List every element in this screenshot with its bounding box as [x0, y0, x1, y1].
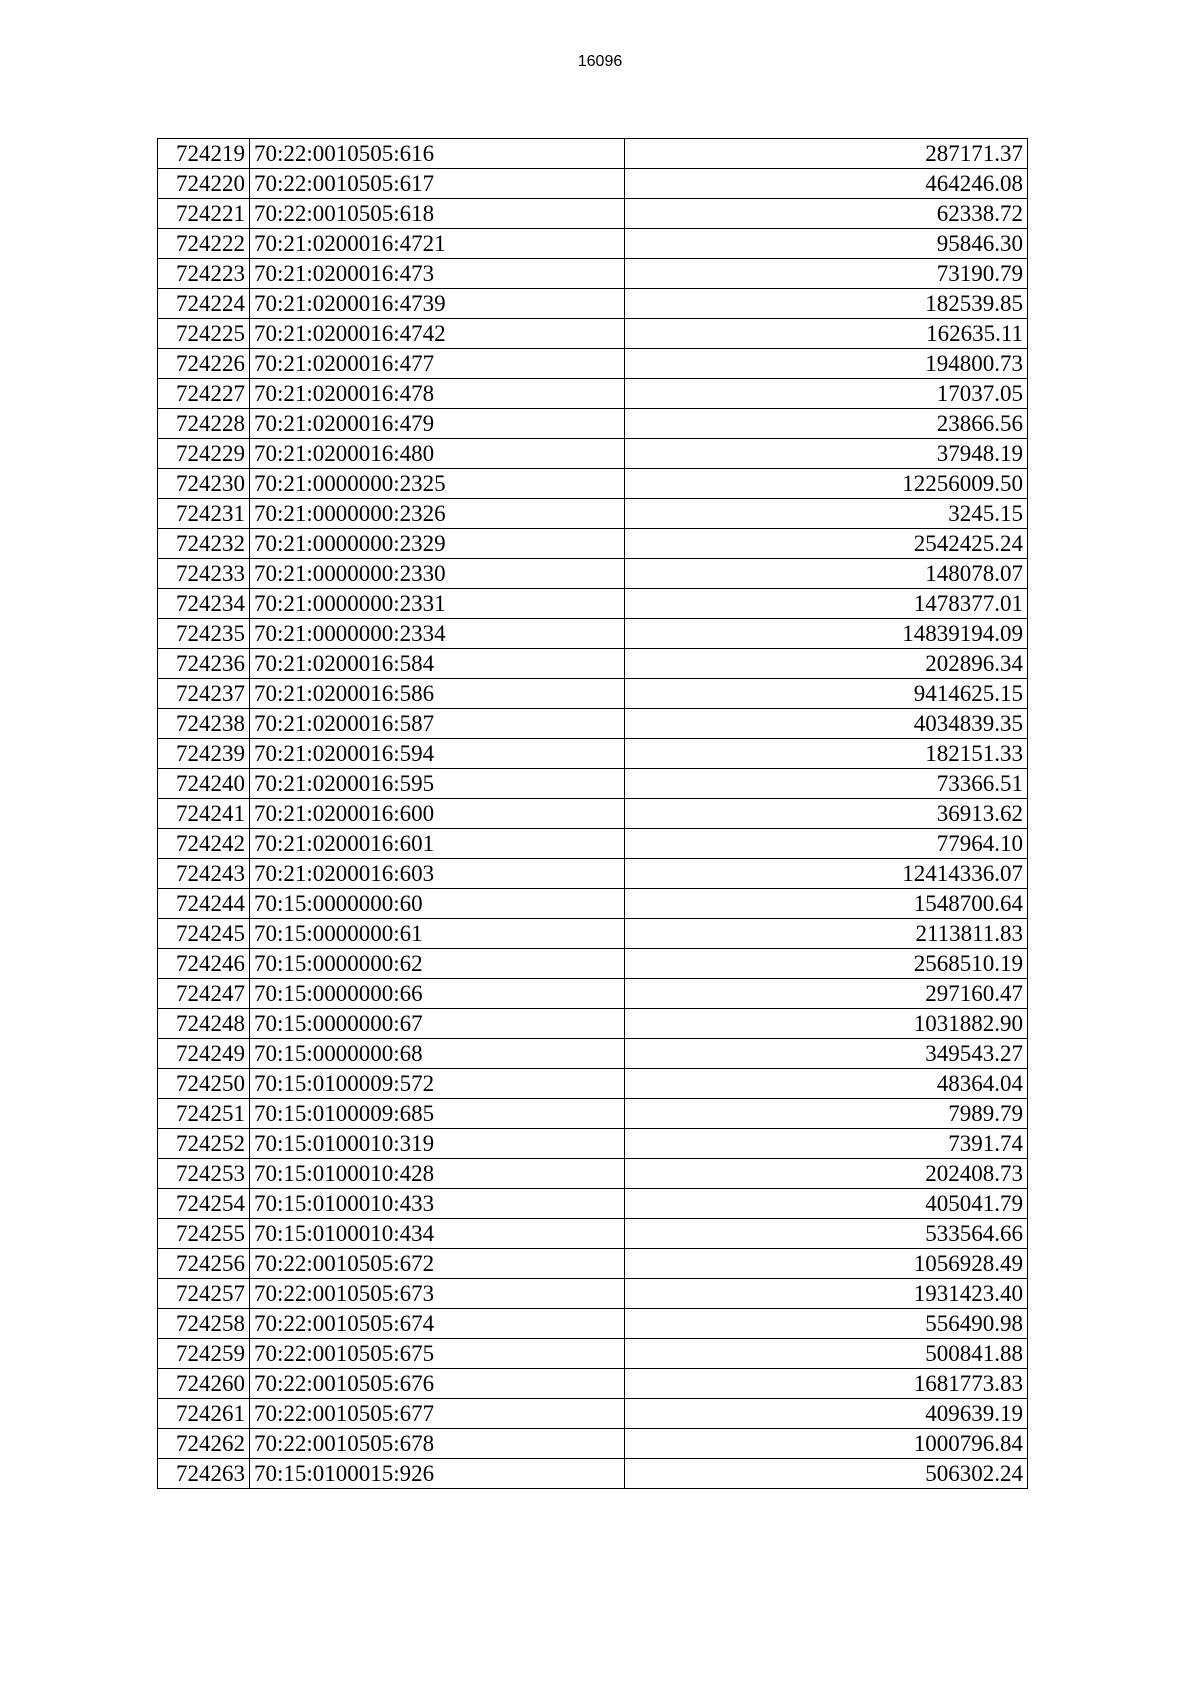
row-number-cell: 724244 [158, 889, 250, 919]
cadastral-value-cell: 349543.27 [625, 1039, 1028, 1069]
table-row [158, 619, 1028, 649]
cadastral-number-cell: 70:21:0200016:587 [250, 709, 625, 739]
table-row [158, 1159, 1028, 1189]
table-row [158, 439, 1028, 469]
cadastral-number-cell: 70:15:0000000:67 [250, 1009, 625, 1039]
table-row [158, 169, 1028, 199]
row-number-cell: 724246 [158, 949, 250, 979]
table-row [158, 859, 1028, 889]
cadastral-number-cell: 70:22:0010505:675 [250, 1339, 625, 1369]
table-row [158, 1129, 1028, 1159]
table-row [158, 469, 1028, 499]
table-row [158, 829, 1028, 859]
table-row [158, 199, 1028, 229]
cadastral-number-cell: 70:21:0200016:473 [250, 259, 625, 289]
table-row [158, 979, 1028, 1009]
cadastral-number-cell: 70:21:0000000:2329 [250, 529, 625, 559]
cadastral-value-cell: 9414625.15 [625, 679, 1028, 709]
row-number-cell: 724239 [158, 739, 250, 769]
cadastral-number-cell: 70:22:0010505:673 [250, 1279, 625, 1309]
cadastral-number-cell: 70:21:0000000:2334 [250, 619, 625, 649]
row-number-cell: 724219 [158, 139, 250, 169]
row-number-cell: 724245 [158, 919, 250, 949]
cadastral-number-cell: 70:21:0200016:603 [250, 859, 625, 889]
table-row [158, 139, 1028, 169]
table-row [158, 499, 1028, 529]
table-row [158, 739, 1028, 769]
cadastral-number-cell: 70:15:0100015:926 [250, 1459, 625, 1489]
row-number-cell: 724237 [158, 679, 250, 709]
cadastral-value-cell: 2542425.24 [625, 529, 1028, 559]
cadastral-value-cell: 12414336.07 [625, 859, 1028, 889]
cadastral-value-cell: 62338.72 [625, 199, 1028, 229]
cadastral-value-cell: 48364.04 [625, 1069, 1028, 1099]
cadastral-value-cell: 162635.11 [625, 319, 1028, 349]
cadastral-value-cell: 2568510.19 [625, 949, 1028, 979]
cadastral-value-cell: 37948.19 [625, 439, 1028, 469]
cadastral-value-table [157, 138, 1028, 1489]
row-number-cell: 724242 [158, 829, 250, 859]
table-row [158, 319, 1028, 349]
cadastral-value-cell: 182151.33 [625, 739, 1028, 769]
page-number: 16096 [577, 53, 623, 70]
cadastral-number-cell: 70:15:0100010:433 [250, 1189, 625, 1219]
cadastral-number-cell: 70:22:0010505:618 [250, 199, 625, 229]
cadastral-value-cell: 2113811.83 [625, 919, 1028, 949]
cadastral-number-cell: 70:21:0200016:478 [250, 379, 625, 409]
row-number-cell: 724258 [158, 1309, 250, 1339]
cadastral-value-cell: 297160.47 [625, 979, 1028, 1009]
cadastral-number-cell: 70:15:0100010:428 [250, 1159, 625, 1189]
cadastral-value-cell: 73366.51 [625, 769, 1028, 799]
row-number-cell: 724238 [158, 709, 250, 739]
row-number-cell: 724234 [158, 589, 250, 619]
table-row [158, 379, 1028, 409]
table-row [158, 1069, 1028, 1099]
row-number-cell: 724250 [158, 1069, 250, 1099]
table-row [158, 559, 1028, 589]
row-number-cell: 724255 [158, 1219, 250, 1249]
row-number-cell: 724230 [158, 469, 250, 499]
cadastral-value-cell: 7989.79 [625, 1099, 1028, 1129]
table-row [158, 1249, 1028, 1279]
row-number-cell: 724253 [158, 1159, 250, 1189]
cadastral-value-cell: 506302.24 [625, 1459, 1028, 1489]
cadastral-number-cell: 70:15:0100009:685 [250, 1099, 625, 1129]
row-number-cell: 724243 [158, 859, 250, 889]
table-row [158, 1009, 1028, 1039]
table-row [158, 769, 1028, 799]
cadastral-value-cell: 1681773.83 [625, 1369, 1028, 1399]
cadastral-value-cell: 194800.73 [625, 349, 1028, 379]
cadastral-number-cell: 70:22:0010505:674 [250, 1309, 625, 1339]
cadastral-value-cell: 405041.79 [625, 1189, 1028, 1219]
cadastral-value-cell: 202896.34 [625, 649, 1028, 679]
cadastral-value-cell: 533564.66 [625, 1219, 1028, 1249]
row-number-cell: 724222 [158, 229, 250, 259]
cadastral-value-cell: 73190.79 [625, 259, 1028, 289]
row-number-cell: 724233 [158, 559, 250, 589]
cadastral-value-cell: 7391.74 [625, 1129, 1028, 1159]
row-number-cell: 724235 [158, 619, 250, 649]
cadastral-number-cell: 70:21:0200016:477 [250, 349, 625, 379]
cadastral-value-cell: 3245.15 [625, 499, 1028, 529]
cadastral-value-cell: 95846.30 [625, 229, 1028, 259]
cadastral-value-cell: 500841.88 [625, 1339, 1028, 1369]
table-row [158, 1399, 1028, 1429]
cadastral-number-cell: 70:15:0100010:319 [250, 1129, 625, 1159]
row-number-cell: 724252 [158, 1129, 250, 1159]
row-number-cell: 724249 [158, 1039, 250, 1069]
row-number-cell: 724228 [158, 409, 250, 439]
table-row [158, 589, 1028, 619]
cadastral-value-cell: 1031882.90 [625, 1009, 1028, 1039]
row-number-cell: 724241 [158, 799, 250, 829]
row-number-cell: 724226 [158, 349, 250, 379]
cadastral-value-cell: 202408.73 [625, 1159, 1028, 1189]
cadastral-value-cell: 77964.10 [625, 829, 1028, 859]
cadastral-value-cell: 1056928.49 [625, 1249, 1028, 1279]
row-number-cell: 724223 [158, 259, 250, 289]
cadastral-value-cell: 409639.19 [625, 1399, 1028, 1429]
cadastral-number-cell: 70:15:0100010:434 [250, 1219, 625, 1249]
cadastral-value-cell: 14839194.09 [625, 619, 1028, 649]
table-row [158, 259, 1028, 289]
table-row [158, 229, 1028, 259]
cadastral-number-cell: 70:22:0010505:677 [250, 1399, 625, 1429]
cadastral-number-cell: 70:21:0200016:480 [250, 439, 625, 469]
cadastral-number-cell: 70:15:0000000:61 [250, 919, 625, 949]
cadastral-number-cell: 70:21:0200016:600 [250, 799, 625, 829]
cadastral-number-cell: 70:22:0010505:676 [250, 1369, 625, 1399]
table-row [158, 709, 1028, 739]
row-number-cell: 724240 [158, 769, 250, 799]
cadastral-value-cell: 556490.98 [625, 1309, 1028, 1339]
cadastral-value-cell: 287171.37 [625, 139, 1028, 169]
cadastral-number-cell: 70:21:0200016:586 [250, 679, 625, 709]
table-row [158, 1099, 1028, 1129]
cadastral-number-cell: 70:21:0200016:595 [250, 769, 625, 799]
cadastral-number-cell: 70:21:0200016:601 [250, 829, 625, 859]
cadastral-number-cell: 70:21:0000000:2325 [250, 469, 625, 499]
table-row [158, 1339, 1028, 1369]
table-row [158, 919, 1028, 949]
cadastral-number-cell: 70:15:0000000:68 [250, 1039, 625, 1069]
cadastral-number-cell: 70:15:0000000:62 [250, 949, 625, 979]
table-row [158, 1219, 1028, 1249]
cadastral-number-cell: 70:22:0010505:678 [250, 1429, 625, 1459]
row-number-cell: 724221 [158, 199, 250, 229]
row-number-cell: 724232 [158, 529, 250, 559]
cadastral-number-cell: 70:22:0010505:672 [250, 1249, 625, 1279]
table-row [158, 349, 1028, 379]
row-number-cell: 724225 [158, 319, 250, 349]
row-number-cell: 724257 [158, 1279, 250, 1309]
cadastral-number-cell: 70:21:0000000:2326 [250, 499, 625, 529]
table-row [158, 1369, 1028, 1399]
row-number-cell: 724261 [158, 1399, 250, 1429]
cadastral-value-cell: 464246.08 [625, 169, 1028, 199]
table-row [158, 1039, 1028, 1069]
table-row [158, 529, 1028, 559]
cadastral-value-cell: 17037.05 [625, 379, 1028, 409]
cadastral-value-cell: 12256009.50 [625, 469, 1028, 499]
cadastral-number-cell: 70:21:0200016:4721 [250, 229, 625, 259]
cadastral-value-cell: 182539.85 [625, 289, 1028, 319]
table-row [158, 289, 1028, 319]
cadastral-value-cell: 36913.62 [625, 799, 1028, 829]
row-number-cell: 724248 [158, 1009, 250, 1039]
cadastral-value-cell: 4034839.35 [625, 709, 1028, 739]
table-row [158, 949, 1028, 979]
row-number-cell: 724220 [158, 169, 250, 199]
row-number-cell: 724231 [158, 499, 250, 529]
cadastral-number-cell: 70:21:0200016:4742 [250, 319, 625, 349]
cadastral-number-cell: 70:21:0200016:479 [250, 409, 625, 439]
row-number-cell: 724260 [158, 1369, 250, 1399]
cadastral-number-cell: 70:22:0010505:616 [250, 139, 625, 169]
cadastral-value-cell: 148078.07 [625, 559, 1028, 589]
table-row [158, 1429, 1028, 1459]
cadastral-number-cell: 70:15:0100009:572 [250, 1069, 625, 1099]
cadastral-value-cell: 1931423.40 [625, 1279, 1028, 1309]
row-number-cell: 724259 [158, 1339, 250, 1369]
table-row [158, 799, 1028, 829]
table-row [158, 649, 1028, 679]
row-number-cell: 724229 [158, 439, 250, 469]
cadastral-number-cell: 70:22:0010505:617 [250, 169, 625, 199]
row-number-cell: 724254 [158, 1189, 250, 1219]
cadastral-number-cell: 70:15:0000000:66 [250, 979, 625, 1009]
row-number-cell: 724262 [158, 1429, 250, 1459]
table-row [158, 1189, 1028, 1219]
cadastral-number-cell: 70:21:0200016:584 [250, 649, 625, 679]
row-number-cell: 724251 [158, 1099, 250, 1129]
cadastral-number-cell: 70:21:0200016:594 [250, 739, 625, 769]
table-row [158, 1309, 1028, 1339]
row-number-cell: 724227 [158, 379, 250, 409]
row-number-cell: 724236 [158, 649, 250, 679]
table-body [158, 139, 1028, 1489]
row-number-cell: 724224 [158, 289, 250, 319]
cadastral-number-cell: 70:15:0000000:60 [250, 889, 625, 919]
table-row [158, 1279, 1028, 1309]
table-row [158, 1459, 1028, 1489]
row-number-cell: 724247 [158, 979, 250, 1009]
row-number-cell: 724256 [158, 1249, 250, 1279]
cadastral-value-cell: 1000796.84 [625, 1429, 1028, 1459]
row-number-cell: 724263 [158, 1459, 250, 1489]
cadastral-number-cell: 70:21:0000000:2330 [250, 559, 625, 589]
cadastral-number-cell: 70:21:0000000:2331 [250, 589, 625, 619]
table-row [158, 889, 1028, 919]
cadastral-value-cell: 23866.56 [625, 409, 1028, 439]
cadastral-value-cell: 1478377.01 [625, 589, 1028, 619]
cadastral-value-cell: 1548700.64 [625, 889, 1028, 919]
cadastral-number-cell: 70:21:0200016:4739 [250, 289, 625, 319]
table-row [158, 679, 1028, 709]
table-row [158, 409, 1028, 439]
